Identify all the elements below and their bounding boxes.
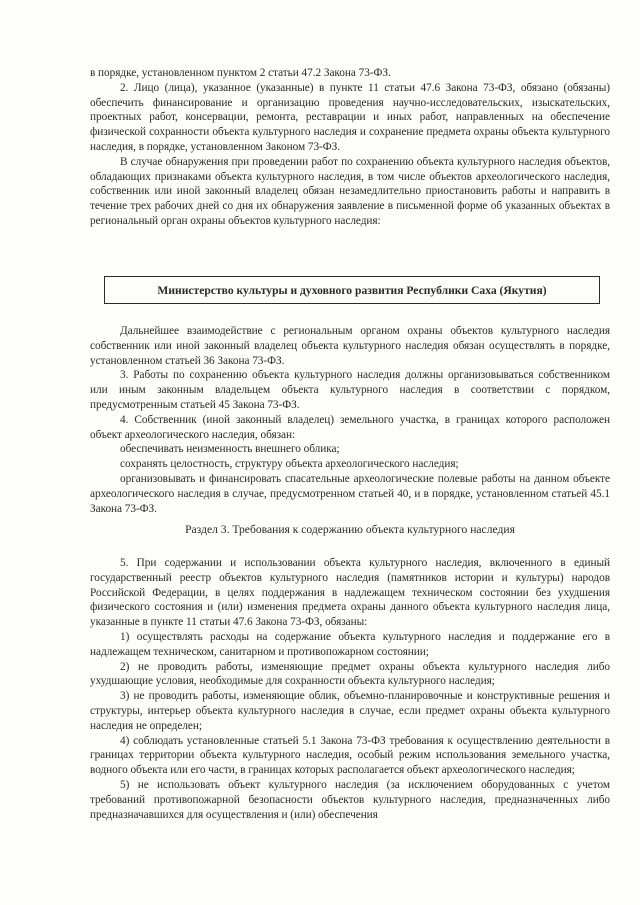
paragraph: 1) осуществлять расходы на содержание объекта культурного наследия и поддержание его в надлежащем техническом, санитарном и противопожарном состоянии; <box>90 630 610 658</box>
paragraph: 4) соблюдать установленные статьей 5.1 Закона 73-ФЗ требования к осуществлению деятельности в границах территории объекта культурного наследия, особый режим использования земельного участка, водного объекта или его части, в границах которых располагается объект археологического наследия; <box>90 734 610 777</box>
paragraph: 4. Собственник (иной законный владелец) земельного участка, в границах которого расположен объект археологического наследия, обязан: <box>90 413 610 441</box>
paragraph: в порядке, установленном пунктом 2 статьи 47.2 Закона 73-ФЗ. <box>90 67 391 79</box>
paragraph: 2. Лицо (лица), указанное (указанные) в пункте 11 статьи 47.6 Закона 73-ФЗ, обязано (обязаны) обеспечить финансирование и организацию проведения научно-исследовательских, изыскательских, проектных работ, консервации, ремонта, реставрации и иных работ, направленных на обеспечение физической сохранности объекта культурного наследия и сохранение предмета охраны объекта культурного наследия, в порядке, установленном Законом 73-ФЗ. <box>90 81 610 153</box>
section-title: Раздел 3. Требования к содержанию объекта культурного наследия <box>185 523 515 536</box>
paragraph: В случае обнаружения при проведении работ по сохранению объекта культурного наследия объектов, обладающих признаками объекта культурного наследия, в том числе объектов археологического наследия, собственник или иной законный владелец обязан незамедлительно приостановить работы и направить в течение трех рабочих дней со дня их обнаружения заявление в письменной форме об указанных объектах в региональный орган охраны объектов культурного наследия: <box>90 155 610 227</box>
text-block-middle <box>90 324 610 516</box>
paragraph: 5. При содержании и использовании объекта культурного наследия, включенного в единый государственный реестр объектов культурного наследия (памятников истории и культуры) народов Российской Федерации, в целях поддержания в надлежащем техническом состоянии без ухудшения физического состояния и (или) изменения предмета охраны данного объекта культурного наследия лица, указанные в пункте 11 статьи 47.6 Закона 73-ФЗ, обязаны: <box>90 557 610 629</box>
paragraph: 2) не проводить работы, изменяющие предмет охраны объекта культурного наследия либо ухудшающие условия, необходимые для сохранности объекта культурного наследия; <box>90 660 610 688</box>
paragraph: 3) не проводить работы, изменяющие облик, объемно-планировочные и конструктивные решения и структуры, интерьер объекта культурного наследия в случае, если предмет охраны объекта культурного наследия не определен; <box>90 690 610 732</box>
authority-name: Министерство культуры и духовного развития Республики Саха (Якутия) <box>157 283 547 297</box>
paragraph: 3. Работы по сохранению объекта культурного наследия должны организовываться собственником или иным законным владельцем объекта культурного наследия в соответствии с порядком, предусмотренным статьей 45 Закона 73-ФЗ. <box>90 369 610 411</box>
text-block-bottom <box>90 556 610 822</box>
paragraph: сохранять целостность, структуру объекта археологического наследия; <box>120 458 459 471</box>
paragraph: организовывать и финансировать спасательные археологические полевые работы на данном объекте археологического наследия в случае, предусмотренном статьей 40, и в порядке, установленном статьей 45.1 Закона 73-ФЗ. <box>90 472 610 515</box>
paragraph: обеспечивать неизменность внешнего облика; <box>120 443 340 456</box>
paragraph: 5) не использовать объект культурного наследия (за исключением оборудованных с учетом требований противопожарной безопасности объектов культурного наследия, предназначенных либо предназначавшихся для осуществления и (или) обеспечения <box>90 778 610 821</box>
text-block-top <box>90 66 610 229</box>
paragraph: Дальнейшее взаимодействие с региональным органом охраны объектов культурного наследия собственник или иной законный владелец объекта культурного наследия обязан осуществлять в порядке, установленном статьей 36 Закона 73-ФЗ. <box>90 325 610 367</box>
authority-box <box>104 276 600 304</box>
